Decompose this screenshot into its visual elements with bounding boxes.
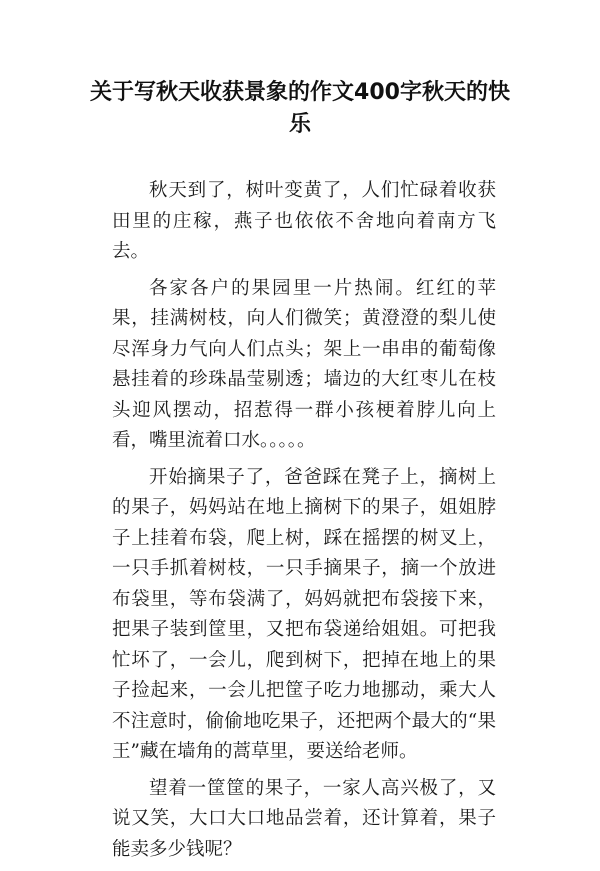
document-body (112, 176, 496, 871)
paragraph: 望着一筐筐的果子，一家人高兴极了，又说又笑，大口大口地品尝着，还计算着，果子能卖多少钱呢？ (112, 777, 496, 860)
paragraph: 秋天到了，树叶变黄了，人们忙碌着收获田里的庄稼，燕子也依依不舍地向着南方飞去。 (112, 180, 496, 262)
document-title: 关于写秋天收获景象的作文400字秋天的快乐 (90, 80, 510, 137)
paragraph: 开始摘果子了，爸爸踩在凳子上，摘树上的果子，妈妈站在地上摘树下的果子，姐姐脖子上挂着布袋，爬上树，踩在摇摆的树叉上，一只手抓着树枝，一只手摘果子，摘一个放进布袋里，等布袋满了，妈妈就把布袋接下来，把果子装到筐里，又把布袋递给姐姐。可把我忙坏了，一会儿，爬到树下，把掉在地上的果子捡起来，一会儿把筐子吃力地挪动，乘大人不注意时，偷偷地吃果子，还把两个最大的“果王”藏在墙角的蒿草里，要送给老师。 (112, 466, 496, 762)
paragraph: 各家各户的果园里一片热闹。红红的苹果，挂满树枝，向人们微笑；黄澄澄的梨儿使尽浑身力气向人们点头；架上一串串的葡萄像悬挂着的珍珠晶莹剔透；墙边的大红枣儿在枝头迎风摆动，招惹得一群小孩梗着脖儿向上看，嘴里流着口水。。。。。 (112, 277, 496, 451)
